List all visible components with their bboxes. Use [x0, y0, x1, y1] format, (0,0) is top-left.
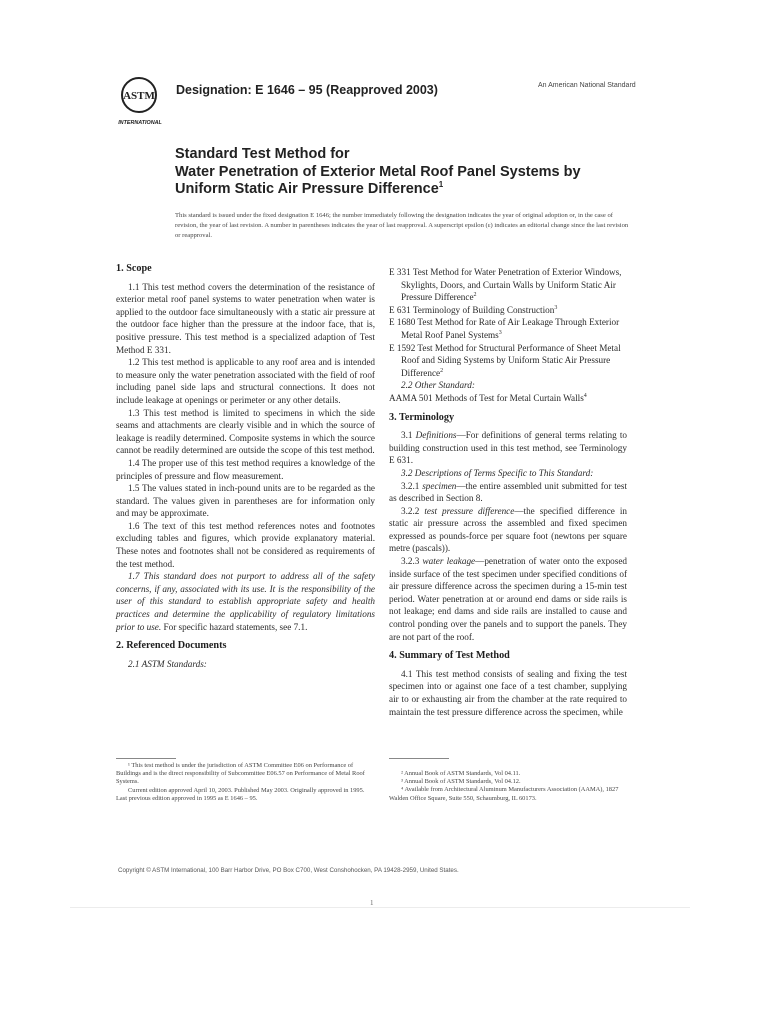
document-title [175, 146, 605, 199]
page-number: 1 [370, 899, 374, 907]
page-divider [70, 907, 690, 908]
para-1-7: 1.7 This standard does not purport to address all of the safety concerns, if any, associated with its use. It is the responsibility of the user of this standard to establish appropriate safety and health practices and determine the applicability of regulatory limitations prior to use. For specific hazard statements, see 7.1. [116, 571, 375, 632]
copyright-notice: Copyright © ASTM International, 100 Barr Harbor Drive, PO Box C700, West Conshohocken, PA 19428-2959, United States. [118, 867, 459, 874]
footnote-rule-left [116, 758, 176, 759]
national-standard-label: An American National Standard [538, 82, 636, 89]
ref-e1592: E 1592 Test Method for Structural Performance of Sheet Metal Roof and Siding Systems by Uniform Static Air Pressure Difference$^2$ [389, 342, 621, 378]
para-3-2: 3.2 Descriptions of Terms Specific to This Standard: [401, 467, 594, 478]
para-3-2-3: 3.2.3 water leakage—penetration of water onto the exposed inside surface of the test specimen under specified conditions of air pressure difference across the specimen during a 15-min test period. Water penetration at or around end dams or side rails is not leakage; end dams and side rails are installed to cause and control ponding over the panels and to support the panels. They are not part of the roof. [389, 556, 628, 642]
footnote-rule-right [389, 758, 449, 759]
logo-text: ASTM [123, 90, 155, 102]
astm-logo [118, 72, 168, 130]
ref-aama501: AAMA 501 Methods of Test for Metal Curtain Walls$^4$ [389, 392, 587, 403]
footnote-3: ³ Annual Book of ASTM Standards, Vol 04.12. [401, 778, 521, 786]
para-3-2-2: 3.2.2 test pressure difference—the specified difference in static air pressure across the assembled and fixed specimen expressed as pounds-force per square foot (newtons per square metre (pascals)). [389, 505, 627, 554]
footnote-1: ¹ This test method is under the jurisdiction of ASTM Committee E06 on Performance of Buildings and is the direct responsibility of Subcommittee E06.57 on Performance of Metal Roof Systems. [116, 762, 365, 786]
ref-e331: E 331 Test Method for Water Penetration of Exterior Windows, Skylights, Doors, and Curtain Walls by Uniform Static Air Pressure Difference$^2$ [389, 267, 622, 303]
para-1-1: 1.1 This test method covers the determination of the resistance of exterior metal roof panel systems to water penetration when water is applied to the outdoor face simultaneously with a static air pressure at the outdoor face higher than the pressure at the indoor face, that is, positive pressure. This test method is a specialized adaption of Test Method E 331. [116, 281, 375, 355]
para-1-2: 1.2 This test method is applicable to any roof area and is intended to measure only the water penetration associated with the field of roof including panel side laps and structural connections. It does not include leakage at openings or perimeter or any other details. [116, 357, 375, 405]
left-column [116, 263, 375, 670]
footnote-2: ² Annual Book of ASTM Standards, Vol 04.11. [401, 770, 521, 777]
title-line-1: Standard Test Method for [175, 146, 350, 162]
designation: Designation: E 1646 – 95 (Reapproved 2003) [176, 83, 438, 97]
referenced-documents-heading: 2. Referenced Documents [116, 640, 227, 652]
ref-e1680: E 1680 Test Method for Rate of Air Leakage Through Exterior Metal Roof Panel Systems$^3$ [389, 317, 620, 340]
para-4-1: 4.1 This test method consists of sealing and fixing the test specimen into or against one face of a test chamber, supplying air to or exhausting air from the chamber at the rate required to maintain the test pressure difference across the specimen, while [389, 668, 627, 717]
para-1-3: 1.3 This test method is limited to specimens in which the side seams and attachments are clearly visible and in which the source of leakage is readily determined. Composite systems in which the source cannot be readily determined are outside the scope of this test method. [116, 407, 375, 456]
issuance-notice: This standard is issued under the fixed designation E 1646; the number immediately following the designation indicates the year of original adoption or, in the case of revision, the year of last revision. A number in parentheses indicates the year of last reapproval. A superscript epsilon (ε) indicates an editorial change since the last revision or reapproval. [175, 212, 629, 239]
footnote-4: ⁴ Available from Architectural Aluminum Manufacturers Association (AAMA), 1827 Walden Office Square, Suite 550, Schaumburg, IL 60173. [389, 786, 619, 802]
para-1-6: 1.6 The text of this test method references notes and footnotes excluding tables and figures, which provide explanatory material. These notes and footnotes shall not be considered as requirements of the test method. [116, 520, 375, 569]
para-2-2: 2.2 Other Standard: [401, 380, 475, 391]
right-column [389, 266, 627, 718]
logo-subtext: INTERNATIONAL [118, 120, 162, 126]
para-2-1: 2.1 ASTM Standards: [128, 658, 207, 669]
title-footnote-mark: 1 [438, 180, 444, 190]
para-1-5: 1.5 The values stated in inch-pound units are to be regarded as the standard. The values given in parentheses are for information only and may be approximate. [116, 483, 375, 519]
para-3-1: 3.1 Definitions—For definitions of general terms relating to building construction used in this test method, see Terminology E 631. [389, 430, 628, 466]
title-line-2: Water Penetration of Exterior Metal Roof Panel Systems by [175, 163, 581, 180]
summary-heading: 4. Summary of Test Method [389, 650, 510, 662]
title-line-3: Uniform Static Air Pressure Difference$^1$ [175, 180, 444, 197]
para-1-4: 1.4 The proper use of this test method requires a knowledge of the principles of pressure and flow measurement. [116, 457, 375, 481]
footnotes-right [389, 770, 629, 803]
footnote-1-edition: Current edition approved April 10, 2003. Published May 2003. Originally approved in 1995. Last previous edition approved in 1995 as E 1646 – 95. [116, 786, 365, 802]
scope-heading: 1. Scope [116, 263, 152, 274]
footnotes-left [116, 762, 376, 803]
para-3-2-1: 3.2.1 specimen—the entire assembled unit submitted for test as described in Section 8. [389, 480, 628, 504]
ref-e631: E 631 Terminology of Building Construction$^3$ [389, 304, 558, 315]
terminology-heading: 3. Terminology [389, 411, 455, 423]
